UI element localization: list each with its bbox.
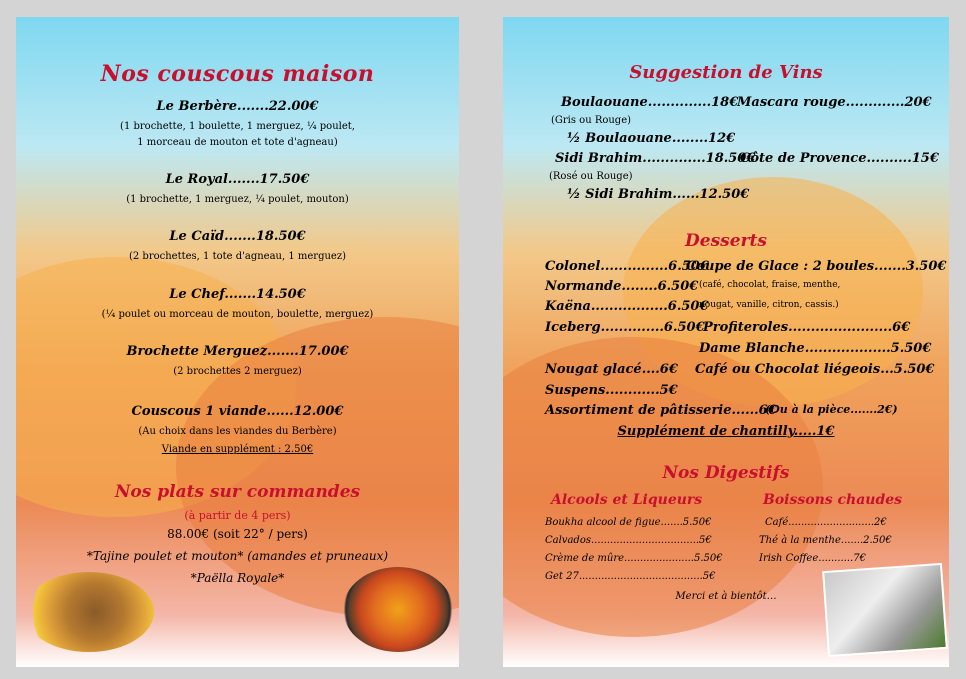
dessert-note: (café, chocolat, fraise, menthe, bbox=[699, 280, 841, 290]
menu-page-drinks-desserts bbox=[503, 17, 949, 667]
commande-note: (à partir de 4 pers) bbox=[184, 509, 291, 522]
menu-item-name: Le Chef.......14.50€ bbox=[169, 287, 306, 302]
dessert-item: Colonel...............6.50€ bbox=[545, 259, 709, 274]
page-title: Nos couscous maison bbox=[100, 61, 375, 87]
hot-drink-item: Café...........................2€ bbox=[765, 517, 887, 528]
dessert-item: Nougat glacé....6€ bbox=[545, 362, 678, 377]
dessert-item: Coupe de Glace : 2 boules.......3.50€ bbox=[686, 259, 947, 274]
commande-dish: *Tajine poulet et mouton* (amandes et pruneaux) bbox=[86, 549, 389, 563]
tea-image bbox=[822, 563, 948, 657]
wine-note: (Rosé ou Rouge) bbox=[549, 171, 633, 182]
menu-item-desc: (Au choix dans les viandes du Berbère) bbox=[138, 426, 337, 437]
menu-item-desc: (1 brochette, 1 boulette, 1 merguez, ¼ poulet, bbox=[120, 121, 355, 132]
dessert-item: (Ou à la pièce.......2€) bbox=[765, 403, 898, 416]
tajine-image bbox=[24, 572, 154, 652]
footer-thanks: Merci et à bientôt… bbox=[675, 591, 777, 602]
menu-item-desc: (¼ poulet ou morceau de mouton, boulette, merguez) bbox=[101, 309, 374, 320]
menu-item-desc: (1 brochette, 1 merguez, ¼ poulet, mouton) bbox=[126, 194, 349, 205]
paella-image bbox=[343, 567, 453, 652]
menu-item-name: Le Caïd.......18.50€ bbox=[169, 229, 306, 244]
section-title: Suggestion de Vins bbox=[629, 62, 823, 83]
wine-item: Mascara rouge.............20€ bbox=[737, 95, 932, 110]
wine-item: Boulaouane..............18€ bbox=[561, 95, 739, 110]
dessert-item: Dame Blanche...................5.50€ bbox=[699, 341, 932, 356]
menu-item-desc: Viande en supplément : 2.50€ bbox=[161, 444, 314, 455]
section-title: Nos plats sur commandes bbox=[114, 482, 361, 502]
menu-page-couscous bbox=[16, 17, 459, 667]
menu-item-name: Le Royal.......17.50€ bbox=[165, 172, 310, 187]
dessert-item: Supplément de chantilly.....1€ bbox=[617, 424, 835, 439]
wine-note: (Gris ou Rouge) bbox=[551, 115, 632, 126]
digestif-item: Crème de mûre......................5.50€ bbox=[545, 553, 723, 564]
dessert-item: Iceberg..............6.50€ bbox=[545, 320, 705, 335]
digestif-item: Boukha alcool de figue.......5.50€ bbox=[545, 517, 712, 528]
section-title: Desserts bbox=[685, 231, 767, 251]
wine-item: ½ Boulaouane........12€ bbox=[567, 131, 736, 146]
dessert-item: Kaëna.................6.50€ bbox=[545, 299, 709, 314]
menu-item-name: Brochette Merguez.......17.00€ bbox=[126, 344, 349, 359]
commande-dish: *Paëlla Royale* bbox=[190, 571, 285, 585]
dessert-item: Normande........6.50€ bbox=[545, 279, 699, 294]
menu-item-desc: (2 brochettes, 1 tote d'agneau, 1 merguez) bbox=[128, 251, 347, 262]
wine-item: Côte de Provence..........15€ bbox=[740, 151, 939, 166]
menu-item-desc: 1 morceau de mouton et tote d'agneau) bbox=[137, 137, 338, 148]
dessert-item: Assortiment de pâtisserie......6€ bbox=[545, 403, 777, 418]
dessert-item: Suspens............5€ bbox=[545, 383, 678, 398]
subsection-title: Boissons chaudes bbox=[763, 492, 903, 508]
section-title: Nos Digestifs bbox=[662, 463, 790, 483]
dessert-item: Profiteroles.......................6€ bbox=[703, 320, 911, 335]
menu-item-desc: (2 brochettes 2 merguez) bbox=[173, 366, 302, 377]
subsection-title: Alcools et Liqueurs bbox=[551, 492, 703, 508]
commande-price: 88.00€ (soit 22° / pers) bbox=[167, 527, 308, 541]
digestif-item: Calvados..................................5€ bbox=[545, 535, 712, 546]
dessert-item: Café ou Chocolat liégeois...5.50€ bbox=[695, 362, 935, 377]
menu-item-name: Le Berbère.......22.00€ bbox=[156, 99, 319, 114]
hot-drink-item: Thé à la menthe.......2.50€ bbox=[759, 535, 892, 546]
digestif-item: Get 27.......................................5€ bbox=[545, 571, 716, 582]
hot-drink-item: Irish Coffee...........7€ bbox=[759, 553, 866, 564]
wine-item: Sidi Brahim..............18.50€ bbox=[555, 151, 756, 166]
wine-item: ½ Sidi Brahim......12.50€ bbox=[567, 187, 750, 202]
dessert-note: nougat, vanille, citron, cassis.) bbox=[699, 300, 839, 310]
menu-item-name: Couscous 1 viande......12.00€ bbox=[131, 404, 344, 419]
